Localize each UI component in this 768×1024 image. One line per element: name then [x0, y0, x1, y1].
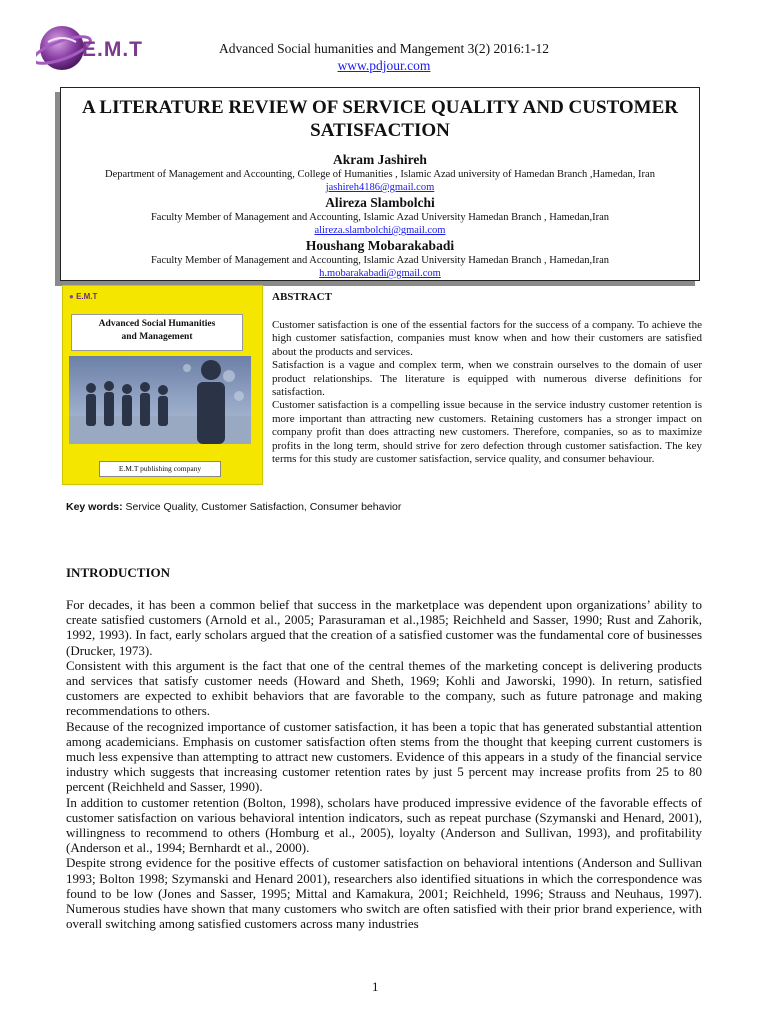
journal-citation: Advanced Social humanities and Mangement 3(2) 2016:1-12 — [219, 41, 549, 56]
business-people-icon — [69, 356, 251, 444]
cover-title-line: and Management — [121, 332, 193, 342]
journal-logo — [36, 20, 146, 82]
title-author-box — [60, 87, 700, 281]
body-paragraph: Consistent with this argument is the fact that one of the central themes of the marketing concept is delivering products and services that satisfy customer needs (Howard and Sheth, 1969; Kohli and Jaworski, 1990). In return, satisfied customers are expected to exhibit behaviors that are favorable to the company, such as future patronage and making recommendations to others. — [66, 657, 702, 719]
author-affiliation: Faculty Member of Management and Accounting, Islamic Azad University Hamedan Branch , Hamedan,Iran — [150, 212, 610, 223]
author-name: Akram Jashireh — [333, 152, 427, 167]
business-people-photo — [69, 356, 251, 444]
abstract-paragraph: Satisfaction is a vague and complex term, when we constrain ourselves to the domain of user product relationships. The literature is equipped with numerous diverse definitions for satisfaction. — [272, 359, 702, 399]
author-email-link[interactable]: alireza.slambolchi@gmail.com — [314, 225, 446, 236]
body-paragraph: In addition to customer retention (Bolton, 1998), scholars have produced impressive evidence of the favorable effects of customer satisfaction on various behavioral intention indicators, such as repeat purchase (Szymanski and Henard, 2001), willingness to recommend to others (Homburg et al., 2005), loyalty (Anderson and Sullivan, 1993), and profitability (Anderson et al., 1994; Bernhardt et al., 2000). — [66, 794, 702, 856]
body-paragraph: For decades, it has been a common belief that success in the marketplace was dependent upon organizations’ ability to create satisfied customers (Arnold et al., 2005; Parasuraman et al.,1985; Reichheld and Sasser, 1990; Rust and Zahorik, 1992, 1993). In fact, early scholars argued that the creation of a satisfied customer was the fundamental core of businesses (Drucker, 1973). — [66, 597, 702, 658]
author-affiliation: Faculty Member of Management and Accounting, Islamic Azad University Hamedan Branch , Hamedan,Iran — [150, 255, 610, 266]
keywords-value: Service Quality, Customer Satisfaction, Consumer behavior — [125, 501, 402, 513]
journal-cover-image — [62, 285, 263, 485]
abstract-body — [272, 319, 702, 466]
author-name: Alireza Slambolchi — [325, 195, 435, 210]
author-email-link[interactable]: h.mobarakabadi@gmail.com — [319, 268, 441, 279]
journal-url-link[interactable]: www.pdjour.com — [337, 58, 431, 73]
abstract-paragraph: Customer satisfaction is a compelling issue because in the service industry customer retention is more important than attracting new customers. Retaining customers has a stronger impact on company profit than does attracting new customers. Therefore, companies, so as to maximize profits in the long term, should strive for zero defection through customer satisfaction. The key terms for this study are customer satisfaction, service quality, and consumer behaviour. — [272, 399, 702, 466]
introduction-heading: INTRODUCTION — [66, 565, 171, 580]
author-affiliation: Department of Management and Accounting, College of Humanities , Islamic Azad university of Hamedan Branch ,Hamedan, Iran — [105, 169, 655, 180]
cover-logo-text: E.M.T — [76, 292, 98, 301]
article-title: A LITERATURE REVIEW OF SERVICE QUALITY AND CUSTOMER SATISFACTION — [81, 97, 678, 141]
keywords-label: Key words: — [66, 501, 123, 513]
cover-logo — [69, 292, 97, 301]
cover-globe-icon: ● — [69, 292, 74, 301]
author-name: Houshang Mobarakabadi — [305, 238, 455, 253]
body-paragraph: Because of the recognized importance of customer satisfaction, it has been a topic that has generated substantial attention among academicians. Emphasis on customer satisfaction often stems from the thought that keeping current customers is much less expensive than attempting to attract new customers. Evidence of this appears in a study of the financial service industry which suggests that increasing customer retention rates by just 5 percent may increase profits from 25 to 80 percent (Reichheld and Sasser, 1990). — [66, 718, 702, 795]
cover-title-line: Advanced Social Humanities — [98, 319, 216, 329]
abstract-paragraph: Customer satisfaction is one of the essential factors for the success of a company. To achieve the high customer satisfaction, companies must know when and how their customers are satisfied about the products and services. — [272, 319, 702, 358]
cover-publisher: E.M.T publishing company — [99, 461, 221, 477]
body-paragraph: Despite strong evidence for the positive effects of customer satisfaction on behavioral intentions (Anderson and Sullivan 1993; Bolton 1998; Szymanski and Henard 2001), researchers also identified situations in which the correspondence was found to be low (Jones and Sasser, 1995; Mittal and Kamakura, 2001; Reichheld, 1996; Strauss and Neuhaus, 1997). Numerous studies have shown that many customers who switch are often satisfied with their prior brand experience, with overall switching among satisfied customers across many industries — [66, 855, 702, 932]
cover-title — [71, 314, 243, 351]
logo-text: E.M.T — [82, 38, 143, 61]
journal-header — [150, 40, 618, 74]
introduction-body — [66, 597, 702, 931]
abstract-heading: ABSTRACT — [272, 291, 332, 303]
author-email-link[interactable]: jashireh4186@gmail.com — [325, 182, 435, 193]
keywords — [66, 501, 401, 513]
page-number: 1 — [372, 979, 379, 994]
